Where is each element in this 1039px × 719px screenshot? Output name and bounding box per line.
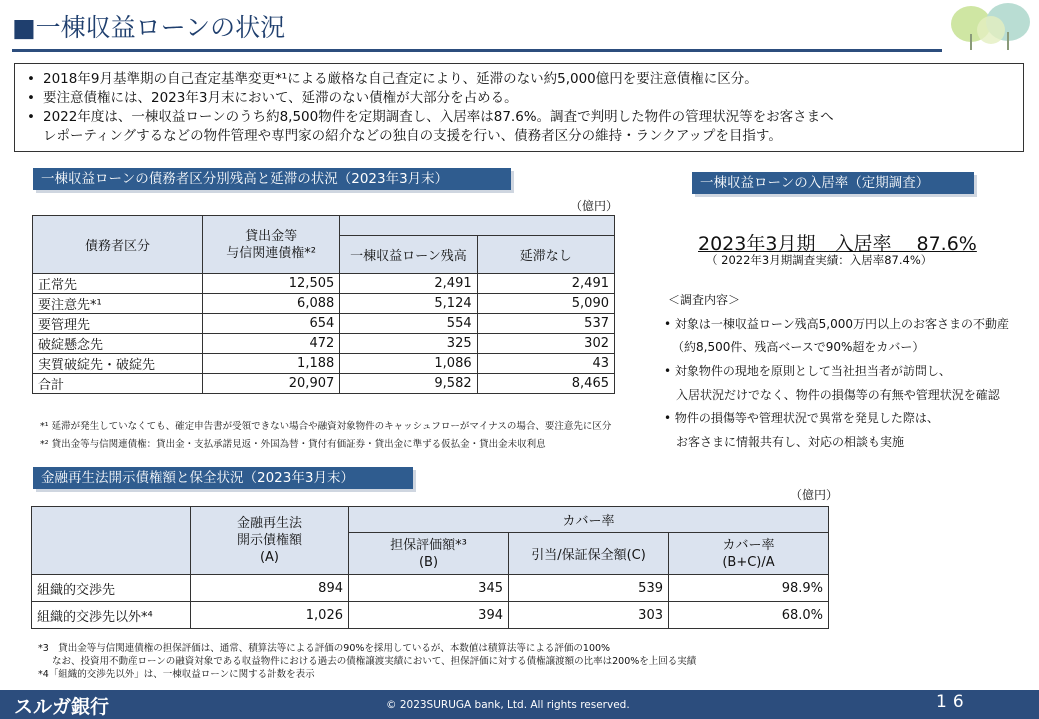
row-label: 要注意先*¹	[33, 294, 203, 314]
cell-loans: 6,088	[202, 294, 339, 314]
disclosed-claims-table	[31, 506, 829, 629]
row-label: 合計	[33, 374, 203, 394]
summary-bullet: • 2018年9月基準期の自己査定基準変更*¹による厳格な自己査定により、延滞のない約5,000億円を要注意債権に区分。	[27, 71, 758, 87]
table2-footnote: なお、投資用不動産ローンの融資対象である収益物件における過去の債権譲渡実績において、担保評価に対する債権譲渡額の比率は200%を上回る実績	[52, 656, 697, 667]
cell-reserve: 303	[509, 602, 669, 629]
row-label: 実質破綻先・破綻先	[33, 354, 203, 374]
row-label: 正常先	[33, 274, 203, 294]
cell-loans: 1,188	[202, 354, 339, 374]
occupancy-prior-year: （ 2022年3月期調査実績：入居率87.4%）	[706, 253, 933, 267]
header-category: 債務者区分	[33, 216, 203, 274]
page-number: 16	[936, 692, 970, 712]
cell-no-delay: 2,491	[477, 274, 614, 294]
bank-logo: スルガ銀行	[14, 696, 110, 718]
header-group-blank	[340, 216, 615, 236]
cell-balance: 325	[340, 334, 477, 354]
occupancy-rate-headline: 2023年3月期 入居率 87.6%	[698, 233, 977, 255]
header-claims: 金融再生法 開示債権額 (A)	[191, 507, 349, 575]
cell-balance: 5,124	[340, 294, 477, 314]
cell-no-delay: 8,465	[477, 374, 614, 394]
table-row	[33, 334, 615, 354]
row-label: 組織的交渉先	[32, 575, 191, 602]
survey-line: ＜調査内容＞	[668, 293, 741, 307]
table-row	[32, 602, 829, 629]
table1-footnote: *¹ 延滞が発生していなくても、確定申告書が受領できない場合や融資対象物件のキャッシュフローがマイナスの場合、要注意先に区分	[40, 421, 612, 432]
header-collateral: 担保評価額*³ (B)	[349, 533, 509, 575]
header-coverage-rate: カバー率 (B+C)/A	[669, 533, 829, 575]
summary-bullet: • 2022年度は、一棟収益ローンのうち約8,500物件を定期調査し、入居率は87.6%。調査で判明した物件の管理状況等をお客さまへ	[27, 109, 834, 125]
cell-balance: 554	[340, 314, 477, 334]
cell-no-delay: 43	[477, 354, 614, 374]
summary-box	[14, 63, 1024, 152]
occupancy-heading: 一棟収益ローンの入居率（定期調査）	[692, 172, 974, 194]
cell-claims: 894	[191, 575, 349, 602]
header-coverage: カバー率	[349, 507, 829, 533]
survey-line: • 対象は一棟収益ローン残高5,000万円以上のお客さまの不動産	[664, 317, 1010, 331]
row-label: 破綻懸念先	[33, 334, 203, 354]
table2-footnote: *3 貸出金等与信関連債権の担保評価は、通常、積算法等による評価の90%を採用しているが、本数値は積算法等による評価の100%	[38, 643, 611, 654]
survey-line: • 物件の損傷等や管理状況で異常を発見した際は、	[664, 411, 939, 425]
table-row	[33, 294, 615, 314]
table-row	[33, 274, 615, 294]
cell-collateral: 394	[349, 602, 509, 629]
cell-no-delay: 5,090	[477, 294, 614, 314]
summary-bullet: • 要注意債権には、2023年3月末において、延滞のない債権が大部分を占める。	[27, 90, 518, 106]
copyright: © 2023SURUGA bank, Ltd. All rights reserved.	[386, 699, 630, 711]
table-row-total	[33, 374, 615, 394]
table1-unit: （億円）	[570, 199, 619, 213]
header-balance: 一棟収益ローン残高	[340, 236, 477, 274]
cell-no-delay: 302	[477, 334, 614, 354]
cell-coverage-rate: 68.0%	[669, 602, 829, 629]
trees-logo-icon	[946, 2, 1036, 52]
survey-line: 入居状況だけでなく、物件の損傷等の有無や管理状況を確認	[676, 388, 1000, 402]
cell-loans: 20,907	[202, 374, 339, 394]
cell-loans: 654	[202, 314, 339, 334]
debtor-balance-table	[32, 215, 615, 394]
cell-collateral: 345	[349, 575, 509, 602]
cell-loans: 472	[202, 334, 339, 354]
table2-footnote: *4「組織的交渉先以外」は、一棟収益ローンに関する計数を表示	[38, 669, 315, 680]
survey-line: （約8,500件、残高ベースで90%超をカバー）	[672, 340, 925, 354]
cell-no-delay: 537	[477, 314, 614, 334]
summary-bullet-continuation: レポーティングするなどの物件管理や専門家の紹介などの独自の支援を行い、債務者区分の維持・ランクアップを目指す。	[43, 128, 782, 144]
header-blank	[32, 507, 191, 575]
header-no-delay: 延滞なし	[477, 236, 614, 274]
table-row	[33, 314, 615, 334]
survey-line: • 対象物件の現地を原則として当社担当者が訪問し、	[664, 364, 951, 378]
header-reserve: 引当/保証保全額(C)	[509, 533, 669, 575]
title-divider	[12, 49, 942, 52]
table1-footnote: *² 貸出金等与信関連債権：貸出金・支払承諾見返・外国為替・貸付有価証券・貸出金に準ずる仮払金・貸出金未収利息	[40, 439, 546, 450]
cell-balance: 9,582	[340, 374, 477, 394]
table-row	[33, 354, 615, 374]
row-label: 組織的交渉先以外*⁴	[32, 602, 191, 629]
cell-claims: 1,026	[191, 602, 349, 629]
table1-heading: 一棟収益ローンの債務者区分別残高と延滞の状況（2023年3月末）	[33, 168, 511, 190]
table2-unit: （億円）	[790, 488, 839, 502]
cell-balance: 2,491	[340, 274, 477, 294]
header-loans: 貸出金等 与信関連債権*²	[202, 216, 339, 274]
page-title: ■一棟収益ローンの状況	[12, 13, 286, 42]
cell-reserve: 539	[509, 575, 669, 602]
table-row	[32, 575, 829, 602]
table2-heading: 金融再生法開示債権額と保全状況（2023年3月末）	[33, 467, 413, 489]
cell-balance: 1,086	[340, 354, 477, 374]
row-label: 要管理先	[33, 314, 203, 334]
cell-loans: 12,505	[202, 274, 339, 294]
cell-coverage-rate: 98.9%	[669, 575, 829, 602]
survey-line: お客さまに情報共有し、対応の相談も実施	[676, 435, 905, 449]
